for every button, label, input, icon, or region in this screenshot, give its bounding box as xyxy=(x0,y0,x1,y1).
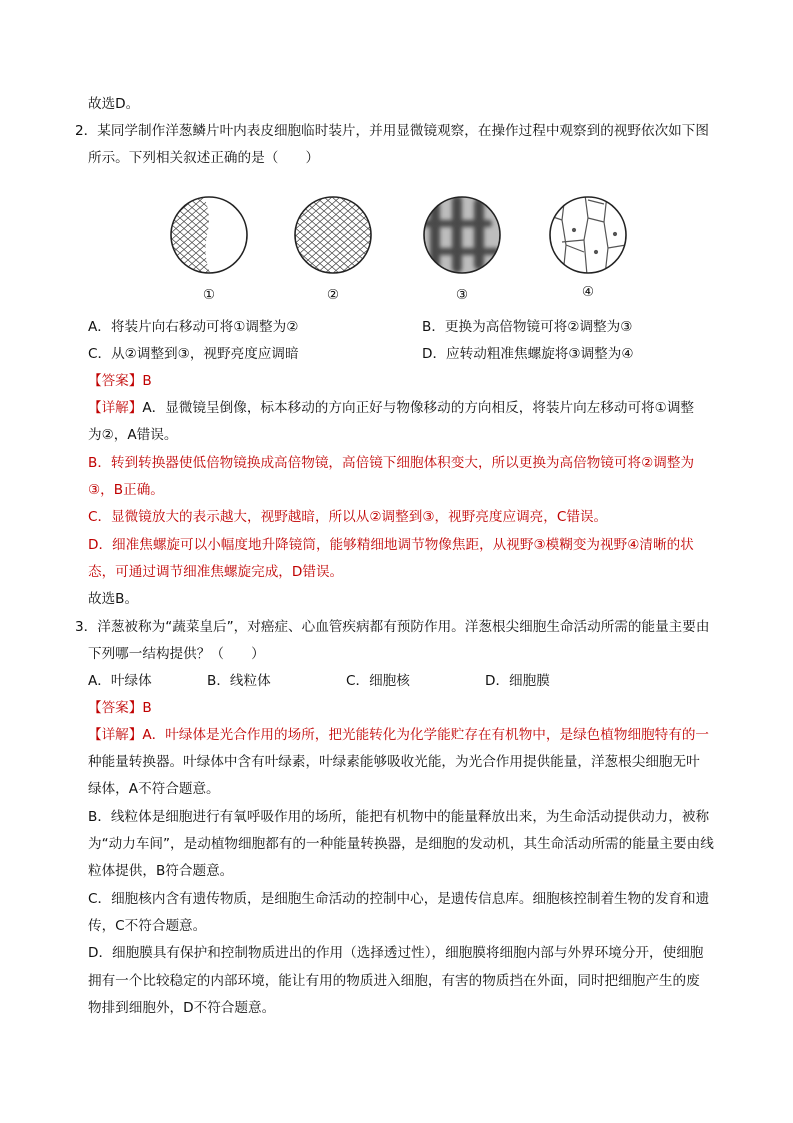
microscope-fields-figure xyxy=(160,190,630,280)
q2-detail-a1-text: A．显微镜呈倒像，标本移动的方向正好与物像移动的方向相反，将装片向左移动可将①调整 xyxy=(142,400,695,416)
q2-conclusion: 故选B。 xyxy=(88,591,139,607)
q3-option-a: A．叶绿体 xyxy=(88,673,152,689)
q3-detail-a3: 绿体，A不符合题意。 xyxy=(88,781,220,797)
q2-detail-d1: D．细准焦螺旋可以小幅度地升降镜筒，能够精细地调节物像焦距，从视野③模糊变为视野④清晰的状 xyxy=(88,537,694,553)
q2-detail-d2: 态，可通过调节细准焦螺旋完成，D错误。 xyxy=(88,564,344,580)
q3-detail-b1: B．线粒体是细胞进行有氧呼吸作用的场所，能把有机物中的能量释放出来，为生命活动提供动力，被称 xyxy=(88,809,710,825)
q3-option-b: B．线粒体 xyxy=(207,673,271,689)
q3-option-d: D．细胞膜 xyxy=(485,673,550,689)
q3-detail-b2: 为“动力车间”，是动植物细胞都有的一种能量转换器，是细胞的发动机，其生命活动所需的能量主要由线 xyxy=(88,836,714,852)
q2-stem-line1: 2．某同学制作洋葱鳞片叶内表皮细胞临时装片，并用显微镜观察，在操作过程中观察到的视野依次如下图 xyxy=(75,123,709,139)
q3-detail-prefix: 【详解】 xyxy=(88,727,143,743)
q3-detail-b3: 粒体提供，B符合题意。 xyxy=(88,863,234,879)
q2-answer: 【答案】B xyxy=(88,373,152,389)
fig-label-2: ② xyxy=(326,287,340,303)
q2-detail-b1: B．转到转换器使低倍物镜换成高倍物镜，高倍镜下细胞体积变大，所以更换为高倍物镜可将②调整为 xyxy=(88,455,695,471)
fig-label-3: ③ xyxy=(455,287,469,303)
q2-detail-c1: C．显微镜放大的表示越大，视野越暗，所以从②调整到③，视野亮度应调亮，C错误。 xyxy=(88,509,608,525)
q3-detail-d1: D．细胞膜具有保护和控制物质进出的作用（选择透过性），细胞膜将细胞内部与外界环境分开，使细胞 xyxy=(88,945,704,961)
q3-stem-line1: 3．洋葱被称为“蔬菜皇后”，对癌症、心血管疾病都有预防作用。洋葱根尖细胞生命活动所需的能量主要由 xyxy=(75,619,710,635)
prev-conclusion: 故选D。 xyxy=(88,96,140,112)
fig-label-4: ④ xyxy=(581,284,595,300)
q3-detail-a1 xyxy=(88,725,709,745)
fig-label-1: ① xyxy=(202,287,216,303)
q3-answer: 【答案】B xyxy=(88,700,152,716)
q3-detail-a2: 种能量转换器。叶绿体中含有叶绿素，叶绿素能够吸收光能，为光合作用提供能量，洋葱根尖细胞无叶 xyxy=(88,754,700,770)
q2-option-d: D．应转动粗准焦螺旋将③调整为④ xyxy=(422,346,634,362)
q3-detail-c2: 传，C不符合题意。 xyxy=(88,918,207,934)
q2-detail-a2: 为②，A错误。 xyxy=(88,427,178,443)
q3-detail-d2: 拥有一个比较稳定的内部环境，能让有用的物质进入细胞，有害的物质挡在外面，同时把细胞产生的废 xyxy=(88,973,700,989)
q2-stem-line2: 所示。下列相关叙述正确的是（ ） xyxy=(88,150,320,166)
q2-detail-prefix: 【详解】 xyxy=(88,400,143,416)
q3-stem-line2: 下列哪一结构提供？（ ） xyxy=(88,646,265,662)
q2-option-c: C．从②调整到③，视野亮度应调暗 xyxy=(88,346,299,362)
q2-detail-a1 xyxy=(88,398,694,418)
q2-option-a: A．将装片向右移动可将①调整为② xyxy=(88,319,299,335)
q3-detail-c1: C．细胞核内含有遗传物质，是细胞生命活动的控制中心，是遗传信息库。细胞核控制着生物的发育和遗 xyxy=(88,891,710,907)
q2-detail-b2: ③，B正确。 xyxy=(88,482,164,498)
q3-detail-a1-text: A．叶绿体是光合作用的场所，把光能转化为化学能贮存在有机物中，是绿色植物细胞特有的一 xyxy=(142,727,710,743)
q3-option-c: C．细胞核 xyxy=(346,673,410,689)
q2-option-b: B．更换为高倍物镜可将②调整为③ xyxy=(422,319,633,335)
q3-detail-d3: 物排到细胞外，D不符合题意。 xyxy=(88,1000,276,1016)
